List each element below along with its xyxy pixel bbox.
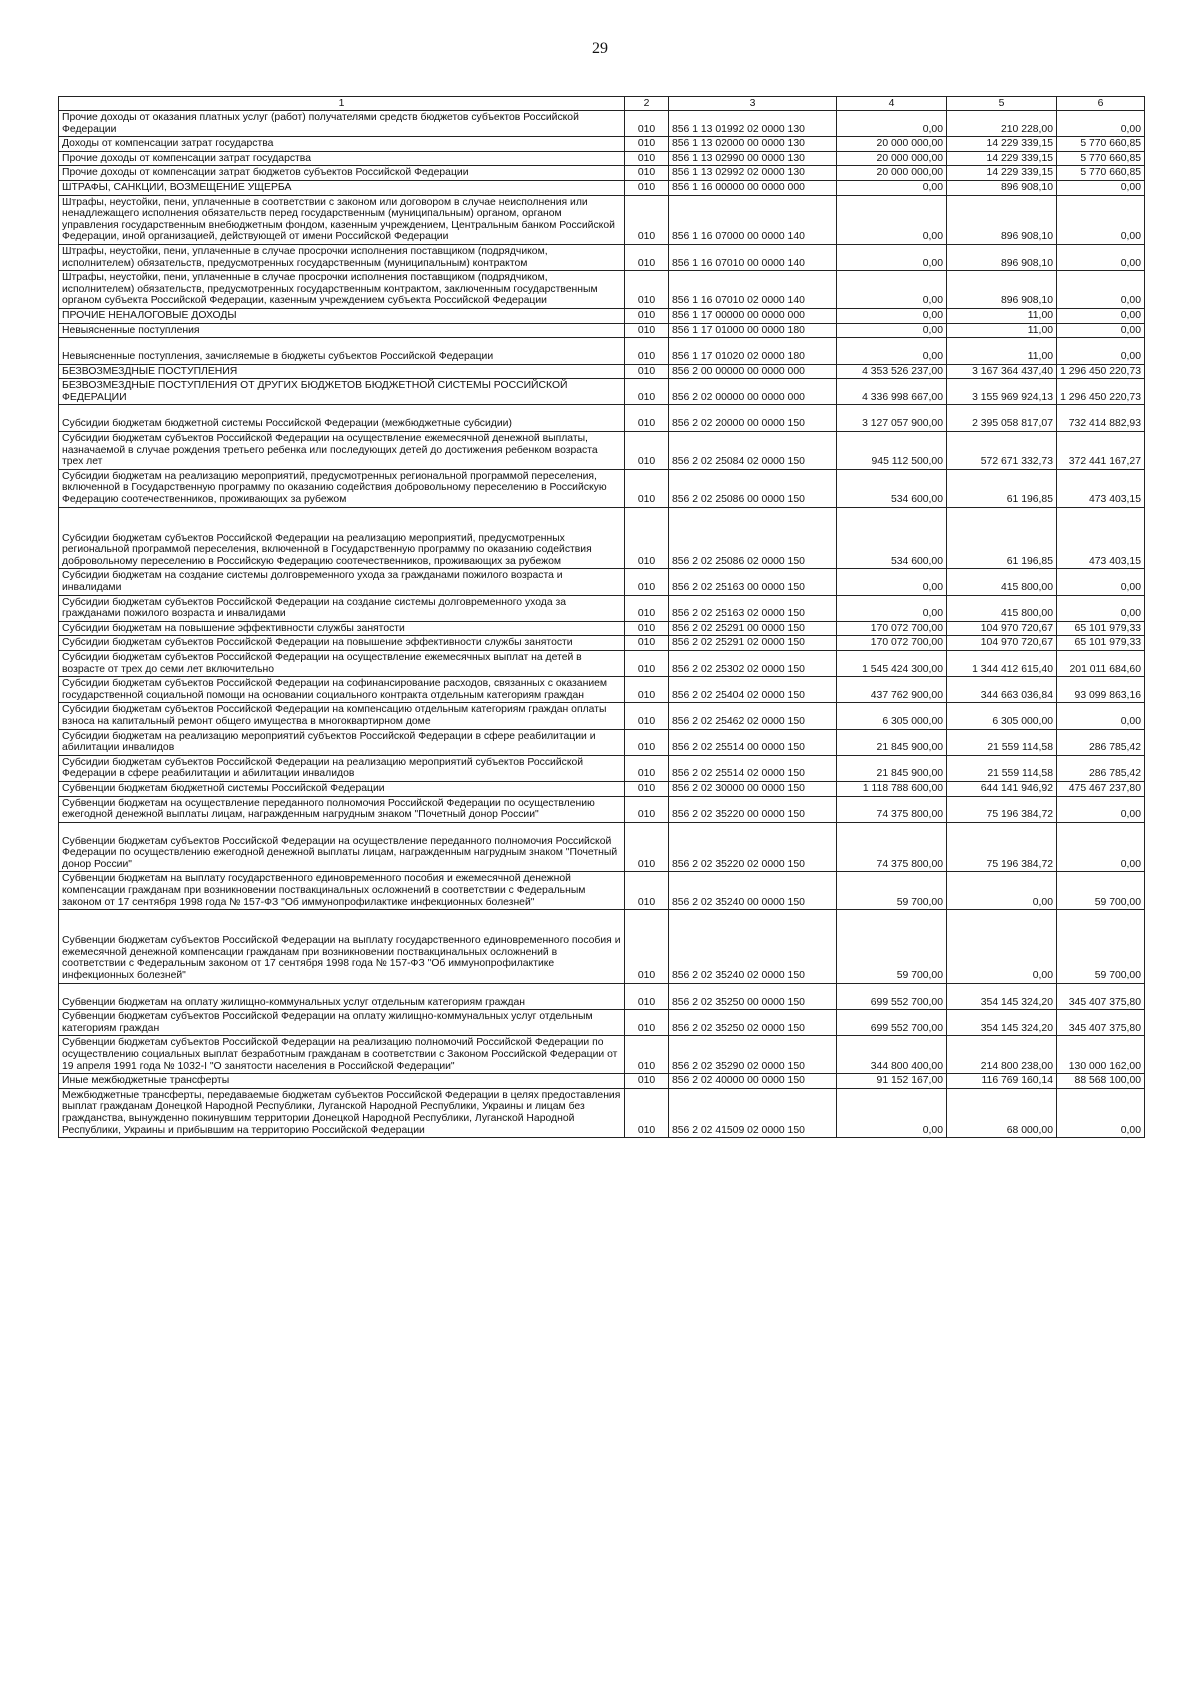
table-row <box>59 1074 1145 1089</box>
row-budget-code-cell: 856 2 02 25404 02 0000 150 <box>669 677 837 703</box>
row-executed-value-cell: 6 305 000,00 <box>947 703 1057 729</box>
row-approved-value-cell: 0,00 <box>837 323 947 338</box>
row-approved-value-cell: 0,00 <box>837 308 947 323</box>
row-unexecuted-value-cell: 0,00 <box>1057 111 1145 137</box>
table-row <box>59 507 1145 569</box>
column-header-5: 5 <box>947 97 1057 111</box>
row-approved-value-cell: 3 127 057 900,00 <box>837 405 947 432</box>
row-approved-value-cell: 0,00 <box>837 569 947 595</box>
row-unexecuted-value-cell: 5 770 660,85 <box>1057 137 1145 152</box>
row-line-code-cell: 010 <box>625 983 669 1010</box>
row-unexecuted-value-cell: 732 414 882,93 <box>1057 405 1145 432</box>
row-budget-code-cell: 856 1 16 07000 00 0000 140 <box>669 195 837 244</box>
table-body <box>59 111 1145 1138</box>
row-name-cell: Субсидии бюджетам субъектов Российской Федерации на компенсацию отдельным категориям граждан оплаты взноса на капитальный ремонт общего имущества в многоквартирном доме <box>59 703 625 729</box>
row-executed-value-cell: 0,00 <box>947 910 1057 983</box>
row-executed-value-cell: 415 800,00 <box>947 569 1057 595</box>
row-executed-value-cell: 61 196,85 <box>947 469 1057 507</box>
row-budget-code-cell: 856 2 02 35250 00 0000 150 <box>669 983 837 1010</box>
row-line-code-cell: 010 <box>625 405 669 432</box>
row-line-code-cell: 010 <box>625 595 669 621</box>
row-name-cell: Субсидии бюджетам субъектов Российской Федерации на осуществление ежемесячной денежной выплаты, назначаемой в случае рождения третьего ребенка или последующих детей до достижения ребенком возраста трех лет <box>59 432 625 470</box>
table-row <box>59 469 1145 507</box>
row-name-cell: Межбюджетные трансферты, передаваемые бюджетам субъектов Российской Федерации в целях предоставления выплат гражданам Донецкой Народной Республики, Луганской Народной Республики, Украины и лицам без гражданства, вынужденно покинувшим территории Донецкой Народной Республики, Луганской Народной Республики, Украины и прибывшим на территорию Российской Федерации <box>59 1088 625 1137</box>
row-name-cell: Прочие доходы от оказания платных услуг (работ) получателями средств бюджетов субъектов Российской Федерации <box>59 111 625 137</box>
table-row <box>59 1036 1145 1074</box>
row-name-cell: Субсидии бюджетам на повышение эффективности службы занятости <box>59 621 625 636</box>
row-approved-value-cell: 21 845 900,00 <box>837 755 947 781</box>
row-line-code-cell: 010 <box>625 910 669 983</box>
row-line-code-cell: 010 <box>625 1036 669 1074</box>
row-budget-code-cell: 856 2 02 25462 02 0000 150 <box>669 703 837 729</box>
row-unexecuted-value-cell: 0,00 <box>1057 308 1145 323</box>
row-line-code-cell: 010 <box>625 1088 669 1137</box>
row-approved-value-cell: 0,00 <box>837 1088 947 1137</box>
row-name-cell: Штрафы, неустойки, пени, уплаченные в случае просрочки исполнения поставщиком (подрядчиком, исполнителем) обязательств, предусмотренных государственным контрактом, заключенным государственным органом субъекта Российской Федерации, казенным учреждением субъекта Российской Федерации <box>59 271 625 309</box>
row-name-cell: Субвенции бюджетам на выплату государственного единовременного пособия и ежемесячной денежной компенсации гражданам при возникновении поствакцинальных осложнений в соответствии с Федеральным законом от 17 сентября 1998 года № 157-ФЗ "Об иммунопрофилактике инфекционных болезней" <box>59 872 625 910</box>
column-header-6: 6 <box>1057 97 1145 111</box>
row-unexecuted-value-cell: 345 407 375,80 <box>1057 1010 1145 1036</box>
row-budget-code-cell: 856 2 02 35240 00 0000 150 <box>669 872 837 910</box>
row-line-code-cell: 010 <box>625 729 669 755</box>
row-budget-code-cell: 856 1 17 01020 02 0000 180 <box>669 338 837 365</box>
row-budget-code-cell: 856 1 16 07010 02 0000 140 <box>669 271 837 309</box>
column-header-2: 2 <box>625 97 669 111</box>
row-line-code-cell: 010 <box>625 338 669 365</box>
table-row <box>59 151 1145 166</box>
row-name-cell: Субсидии бюджетам субъектов Российской Федерации на реализацию мероприятий субъектов Российской Федерации в сфере реабилитации и абилитации инвалидов <box>59 755 625 781</box>
table-row <box>59 111 1145 137</box>
table-row <box>59 308 1145 323</box>
row-approved-value-cell: 4 353 526 237,00 <box>837 364 947 379</box>
row-unexecuted-value-cell: 0,00 <box>1057 338 1145 365</box>
row-executed-value-cell: 896 908,10 <box>947 271 1057 309</box>
row-executed-value-cell: 11,00 <box>947 338 1057 365</box>
table-row <box>59 677 1145 703</box>
row-approved-value-cell: 20 000 000,00 <box>837 166 947 181</box>
row-name-cell: Субвенции бюджетам на осуществление переданного полномочия Российской Федерации по осуществлению ежегодной денежной выплаты лицам, награжденным нагрудным знаком "Почетный донор России" <box>59 796 625 822</box>
row-unexecuted-value-cell: 0,00 <box>1057 569 1145 595</box>
row-line-code-cell: 010 <box>625 796 669 822</box>
row-budget-code-cell: 856 1 13 02990 00 0000 130 <box>669 151 837 166</box>
table-row <box>59 244 1145 270</box>
row-name-cell: Субсидии бюджетам субъектов Российской Федерации на реализацию мероприятий, предусмотренных региональной программой переселения, включенной в Государственную программу по оказанию содействия добровольному переселению в Российскую Федерацию соотечественников, проживающих за рубежом <box>59 507 625 569</box>
row-approved-value-cell: 699 552 700,00 <box>837 1010 947 1036</box>
row-unexecuted-value-cell: 345 407 375,80 <box>1057 983 1145 1010</box>
row-unexecuted-value-cell: 0,00 <box>1057 244 1145 270</box>
row-budget-code-cell: 856 2 02 40000 00 0000 150 <box>669 1074 837 1089</box>
table-row <box>59 569 1145 595</box>
row-line-code-cell: 010 <box>625 244 669 270</box>
row-unexecuted-value-cell: 65 101 979,33 <box>1057 621 1145 636</box>
row-name-cell: Иные межбюджетные трансферты <box>59 1074 625 1089</box>
row-line-code-cell: 010 <box>625 364 669 379</box>
row-name-cell: ПРОЧИЕ НЕНАЛОГОВЫЕ ДОХОДЫ <box>59 308 625 323</box>
row-unexecuted-value-cell: 0,00 <box>1057 271 1145 309</box>
row-executed-value-cell: 3 167 364 437,40 <box>947 364 1057 379</box>
column-header-4: 4 <box>837 97 947 111</box>
row-unexecuted-value-cell: 5 770 660,85 <box>1057 151 1145 166</box>
row-executed-value-cell: 896 908,10 <box>947 180 1057 195</box>
row-line-code-cell: 010 <box>625 703 669 729</box>
row-unexecuted-value-cell: 93 099 863,16 <box>1057 677 1145 703</box>
row-name-cell: Субсидии бюджетам субъектов Российской Федерации на софинансирование расходов, связанных с оказанием государственной социальной помощи на основании социального контракта отдельным категориям граждан <box>59 677 625 703</box>
table-row <box>59 432 1145 470</box>
row-line-code-cell: 010 <box>625 507 669 569</box>
table-row <box>59 271 1145 309</box>
row-budget-code-cell: 856 2 02 35220 02 0000 150 <box>669 822 837 872</box>
table-row <box>59 137 1145 152</box>
row-name-cell: Субвенции бюджетам субъектов Российской Федерации на выплату государственного единовременного пособия и ежемесячной денежной компенсации гражданам при возникновении поствакцинальных осложнений в соответствии с Федеральным законом от 17 сентября 1998 года № 157-ФЗ "Об иммунопрофилактике инфекционных болезней" <box>59 910 625 983</box>
row-budget-code-cell: 856 1 13 02000 00 0000 130 <box>669 137 837 152</box>
row-name-cell: Штрафы, неустойки, пени, уплаченные в случае просрочки исполнения поставщиком (подрядчиком, исполнителем) обязательств, предусмотренных государственным (муниципальным) контрактом <box>59 244 625 270</box>
row-budget-code-cell: 856 2 02 35240 02 0000 150 <box>669 910 837 983</box>
row-approved-value-cell: 699 552 700,00 <box>837 983 947 1010</box>
row-unexecuted-value-cell: 88 568 100,00 <box>1057 1074 1145 1089</box>
row-unexecuted-value-cell: 286 785,42 <box>1057 755 1145 781</box>
row-line-code-cell: 010 <box>625 195 669 244</box>
row-name-cell: Субсидии бюджетам на реализацию мероприятий субъектов Российской Федерации в сфере реабилитации и абилитации инвалидов <box>59 729 625 755</box>
row-unexecuted-value-cell: 0,00 <box>1057 1088 1145 1137</box>
row-approved-value-cell: 4 336 998 667,00 <box>837 379 947 405</box>
row-line-code-cell: 010 <box>625 469 669 507</box>
row-line-code-cell: 010 <box>625 323 669 338</box>
row-unexecuted-value-cell: 473 403,15 <box>1057 469 1145 507</box>
row-approved-value-cell: 20 000 000,00 <box>837 151 947 166</box>
row-executed-value-cell: 1 344 412 615,40 <box>947 650 1057 676</box>
row-line-code-cell: 010 <box>625 166 669 181</box>
row-budget-code-cell: 856 1 16 07010 00 0000 140 <box>669 244 837 270</box>
row-executed-value-cell: 344 663 036,84 <box>947 677 1057 703</box>
row-executed-value-cell: 896 908,10 <box>947 244 1057 270</box>
row-executed-value-cell: 61 196,85 <box>947 507 1057 569</box>
row-budget-code-cell: 856 2 02 35250 02 0000 150 <box>669 1010 837 1036</box>
table-row <box>59 1010 1145 1036</box>
row-line-code-cell: 010 <box>625 781 669 796</box>
row-approved-value-cell: 344 800 400,00 <box>837 1036 947 1074</box>
row-line-code-cell: 010 <box>625 151 669 166</box>
row-line-code-cell: 010 <box>625 636 669 651</box>
row-name-cell: БЕЗВОЗМЕЗДНЫЕ ПОСТУПЛЕНИЯ <box>59 364 625 379</box>
table-row <box>59 796 1145 822</box>
row-unexecuted-value-cell: 1 296 450 220,73 <box>1057 379 1145 405</box>
row-executed-value-cell: 75 196 384,72 <box>947 822 1057 872</box>
row-approved-value-cell: 437 762 900,00 <box>837 677 947 703</box>
row-budget-code-cell: 856 2 02 41509 02 0000 150 <box>669 1088 837 1137</box>
row-line-code-cell: 010 <box>625 379 669 405</box>
row-line-code-cell: 010 <box>625 621 669 636</box>
row-name-cell: Субсидии бюджетам на реализацию мероприятий, предусмотренных региональной программой переселения, включенной в Государственную программу по оказанию содействия добровольному переселению в Российскую Федерацию соотечественников, проживающих за рубежом <box>59 469 625 507</box>
row-line-code-cell: 010 <box>625 137 669 152</box>
row-approved-value-cell: 1 545 424 300,00 <box>837 650 947 676</box>
row-line-code-cell: 010 <box>625 677 669 703</box>
table-row <box>59 195 1145 244</box>
row-line-code-cell: 010 <box>625 271 669 309</box>
row-unexecuted-value-cell: 286 785,42 <box>1057 729 1145 755</box>
row-approved-value-cell: 0,00 <box>837 244 947 270</box>
row-line-code-cell: 010 <box>625 180 669 195</box>
row-name-cell: Субвенции бюджетам субъектов Российской Федерации на реализацию полномочий Российской Федерации по осуществлению социальных выплат безработным гражданам в соответствии с Законом Российской Федерации от 19 апреля 1991 года № 1032-I "О занятости населения в Российской Федерации" <box>59 1036 625 1074</box>
row-budget-code-cell: 856 1 17 01000 00 0000 180 <box>669 323 837 338</box>
row-executed-value-cell: 21 559 114,58 <box>947 755 1057 781</box>
row-name-cell: Субсидии бюджетам субъектов Российской Федерации на создание системы долговременного ухода за гражданами пожилого возраста и инвалидами <box>59 595 625 621</box>
row-unexecuted-value-cell: 5 770 660,85 <box>1057 166 1145 181</box>
row-budget-code-cell: 856 2 02 00000 00 0000 000 <box>669 379 837 405</box>
row-unexecuted-value-cell: 65 101 979,33 <box>1057 636 1145 651</box>
row-budget-code-cell: 856 2 02 25302 02 0000 150 <box>669 650 837 676</box>
row-unexecuted-value-cell: 0,00 <box>1057 323 1145 338</box>
row-budget-code-cell: 856 1 16 00000 00 0000 000 <box>669 180 837 195</box>
row-line-code-cell: 010 <box>625 1010 669 1036</box>
row-budget-code-cell: 856 2 00 00000 00 0000 000 <box>669 364 837 379</box>
row-approved-value-cell: 0,00 <box>837 111 947 137</box>
row-unexecuted-value-cell: 473 403,15 <box>1057 507 1145 569</box>
page-number: 29 <box>592 40 608 57</box>
table-row <box>59 729 1145 755</box>
row-name-cell: Субсидии бюджетам субъектов Российской Федерации на повышение эффективности службы занятости <box>59 636 625 651</box>
row-unexecuted-value-cell: 475 467 237,80 <box>1057 781 1145 796</box>
budget-report-table <box>58 96 1145 1138</box>
row-executed-value-cell: 572 671 332,73 <box>947 432 1057 470</box>
row-budget-code-cell: 856 2 02 25514 02 0000 150 <box>669 755 837 781</box>
row-budget-code-cell: 856 2 02 25163 00 0000 150 <box>669 569 837 595</box>
table-row <box>59 364 1145 379</box>
row-executed-value-cell: 0,00 <box>947 872 1057 910</box>
table-header-row <box>59 97 1145 111</box>
table-row <box>59 1088 1145 1137</box>
row-name-cell: Доходы от компенсации затрат государства <box>59 137 625 152</box>
row-executed-value-cell: 75 196 384,72 <box>947 796 1057 822</box>
row-name-cell: Прочие доходы от компенсации затрат бюджетов субъектов Российской Федерации <box>59 166 625 181</box>
row-name-cell: Прочие доходы от компенсации затрат государства <box>59 151 625 166</box>
row-approved-value-cell: 59 700,00 <box>837 910 947 983</box>
table-row <box>59 755 1145 781</box>
row-executed-value-cell: 104 970 720,67 <box>947 636 1057 651</box>
row-name-cell: БЕЗВОЗМЕЗДНЫЕ ПОСТУПЛЕНИЯ ОТ ДРУГИХ БЮДЖЕТОВ БЮДЖЕТНОЙ СИСТЕМЫ РОССИЙСКОЙ ФЕДЕРАЦИИ <box>59 379 625 405</box>
row-approved-value-cell: 170 072 700,00 <box>837 636 947 651</box>
row-unexecuted-value-cell: 0,00 <box>1057 595 1145 621</box>
row-executed-value-cell: 14 229 339,15 <box>947 151 1057 166</box>
row-approved-value-cell: 59 700,00 <box>837 872 947 910</box>
row-approved-value-cell: 534 600,00 <box>837 507 947 569</box>
row-approved-value-cell: 74 375 800,00 <box>837 796 947 822</box>
row-unexecuted-value-cell: 130 000 162,00 <box>1057 1036 1145 1074</box>
row-approved-value-cell: 20 000 000,00 <box>837 137 947 152</box>
table-row <box>59 910 1145 983</box>
row-name-cell: ШТРАФЫ, САНКЦИИ, ВОЗМЕЩЕНИЕ УЩЕРБА <box>59 180 625 195</box>
row-line-code-cell: 010 <box>625 432 669 470</box>
row-approved-value-cell: 170 072 700,00 <box>837 621 947 636</box>
row-line-code-cell: 010 <box>625 755 669 781</box>
row-executed-value-cell: 354 145 324,20 <box>947 983 1057 1010</box>
row-approved-value-cell: 1 118 788 600,00 <box>837 781 947 796</box>
row-approved-value-cell: 0,00 <box>837 195 947 244</box>
row-executed-value-cell: 415 800,00 <box>947 595 1057 621</box>
row-budget-code-cell: 856 1 13 02992 02 0000 130 <box>669 166 837 181</box>
row-name-cell: Субвенции бюджетам бюджетной системы Российской Федерации <box>59 781 625 796</box>
row-executed-value-cell: 644 141 946,92 <box>947 781 1057 796</box>
column-header-3: 3 <box>669 97 837 111</box>
row-unexecuted-value-cell: 372 441 167,27 <box>1057 432 1145 470</box>
row-line-code-cell: 010 <box>625 872 669 910</box>
row-line-code-cell: 010 <box>625 822 669 872</box>
row-approved-value-cell: 0,00 <box>837 271 947 309</box>
row-budget-code-cell: 856 2 02 30000 00 0000 150 <box>669 781 837 796</box>
row-approved-value-cell: 534 600,00 <box>837 469 947 507</box>
row-executed-value-cell: 116 769 160,14 <box>947 1074 1057 1089</box>
row-name-cell: Субсидии бюджетам бюджетной системы Российской Федерации (межбюджетные субсидии) <box>59 405 625 432</box>
row-unexecuted-value-cell: 0,00 <box>1057 822 1145 872</box>
row-budget-code-cell: 856 2 02 25163 02 0000 150 <box>669 595 837 621</box>
row-unexecuted-value-cell: 0,00 <box>1057 703 1145 729</box>
table-row <box>59 323 1145 338</box>
row-approved-value-cell: 6 305 000,00 <box>837 703 947 729</box>
table-row <box>59 338 1145 365</box>
row-unexecuted-value-cell: 0,00 <box>1057 796 1145 822</box>
row-approved-value-cell: 21 845 900,00 <box>837 729 947 755</box>
row-budget-code-cell: 856 1 17 00000 00 0000 000 <box>669 308 837 323</box>
row-unexecuted-value-cell: 0,00 <box>1057 195 1145 244</box>
row-unexecuted-value-cell: 59 700,00 <box>1057 872 1145 910</box>
row-name-cell: Субвенции бюджетам субъектов Российской Федерации на оплату жилищно-коммунальных услуг отдельным категориям граждан <box>59 1010 625 1036</box>
row-budget-code-cell: 856 2 02 25291 00 0000 150 <box>669 621 837 636</box>
table-row <box>59 781 1145 796</box>
row-executed-value-cell: 896 908,10 <box>947 195 1057 244</box>
table-row <box>59 595 1145 621</box>
row-line-code-cell: 010 <box>625 1074 669 1089</box>
row-name-cell: Субсидии бюджетам на создание системы долговременного ухода за гражданами пожилого возраста и инвалидами <box>59 569 625 595</box>
table-row <box>59 822 1145 872</box>
row-unexecuted-value-cell: 201 011 684,60 <box>1057 650 1145 676</box>
row-name-cell: Субсидии бюджетам субъектов Российской Федерации на осуществление ежемесячных выплат на детей в возрасте от трех до семи лет включительно <box>59 650 625 676</box>
row-approved-value-cell: 91 152 167,00 <box>837 1074 947 1089</box>
row-name-cell: Невыясненные поступления, зачисляемые в бюджеты субъектов Российской Федерации <box>59 338 625 365</box>
table-row <box>59 180 1145 195</box>
row-approved-value-cell: 0,00 <box>837 338 947 365</box>
row-executed-value-cell: 210 228,00 <box>947 111 1057 137</box>
row-unexecuted-value-cell: 0,00 <box>1057 180 1145 195</box>
row-approved-value-cell: 74 375 800,00 <box>837 822 947 872</box>
row-budget-code-cell: 856 1 13 01992 02 0000 130 <box>669 111 837 137</box>
row-budget-code-cell: 856 2 02 20000 00 0000 150 <box>669 405 837 432</box>
row-executed-value-cell: 11,00 <box>947 308 1057 323</box>
row-executed-value-cell: 104 970 720,67 <box>947 621 1057 636</box>
row-executed-value-cell: 214 800 238,00 <box>947 1036 1057 1074</box>
table-row <box>59 983 1145 1010</box>
row-approved-value-cell: 945 112 500,00 <box>837 432 947 470</box>
table-row <box>59 703 1145 729</box>
row-name-cell: Субвенции бюджетам на оплату жилищно-коммунальных услуг отдельным категориям граждан <box>59 983 625 1010</box>
row-executed-value-cell: 3 155 969 924,13 <box>947 379 1057 405</box>
row-line-code-cell: 010 <box>625 308 669 323</box>
row-line-code-cell: 010 <box>625 650 669 676</box>
row-name-cell: Невыясненные поступления <box>59 323 625 338</box>
row-approved-value-cell: 0,00 <box>837 180 947 195</box>
row-executed-value-cell: 2 395 058 817,07 <box>947 405 1057 432</box>
row-executed-value-cell: 11,00 <box>947 323 1057 338</box>
table-row <box>59 405 1145 432</box>
row-unexecuted-value-cell: 1 296 450 220,73 <box>1057 364 1145 379</box>
table-row <box>59 166 1145 181</box>
row-budget-code-cell: 856 2 02 25514 00 0000 150 <box>669 729 837 755</box>
row-approved-value-cell: 0,00 <box>837 595 947 621</box>
row-executed-value-cell: 14 229 339,15 <box>947 137 1057 152</box>
row-budget-code-cell: 856 2 02 35220 00 0000 150 <box>669 796 837 822</box>
row-budget-code-cell: 856 2 02 25086 02 0000 150 <box>669 507 837 569</box>
row-unexecuted-value-cell: 59 700,00 <box>1057 910 1145 983</box>
table-row <box>59 650 1145 676</box>
row-name-cell: Штрафы, неустойки, пени, уплаченные в соответствии с законом или договором в случае неисполнения или ненадлежащего исполнения обязательств перед государственным (муниципальным) органом, органом управления государственным внебюджетным фондом, казенным учреждением, Центральным банком Российской Федерации, иной организацией, действующей от имени Российской Федерации <box>59 195 625 244</box>
row-name-cell: Субвенции бюджетам субъектов Российской Федерации на осуществление переданного полномочия Российской Федерации по осуществлению ежегодной денежной выплаты лицам, награжденным нагрудным знаком "Почетный донор России" <box>59 822 625 872</box>
table-row <box>59 379 1145 405</box>
row-executed-value-cell: 354 145 324,20 <box>947 1010 1057 1036</box>
row-budget-code-cell: 856 2 02 25291 02 0000 150 <box>669 636 837 651</box>
row-budget-code-cell: 856 2 02 35290 02 0000 150 <box>669 1036 837 1074</box>
row-executed-value-cell: 21 559 114,58 <box>947 729 1057 755</box>
table-row <box>59 621 1145 636</box>
row-line-code-cell: 010 <box>625 111 669 137</box>
row-budget-code-cell: 856 2 02 25084 02 0000 150 <box>669 432 837 470</box>
row-budget-code-cell: 856 2 02 25086 00 0000 150 <box>669 469 837 507</box>
table-row <box>59 872 1145 910</box>
row-executed-value-cell: 14 229 339,15 <box>947 166 1057 181</box>
table-row <box>59 636 1145 651</box>
column-header-1: 1 <box>59 97 625 111</box>
row-executed-value-cell: 68 000,00 <box>947 1088 1057 1137</box>
row-line-code-cell: 010 <box>625 569 669 595</box>
